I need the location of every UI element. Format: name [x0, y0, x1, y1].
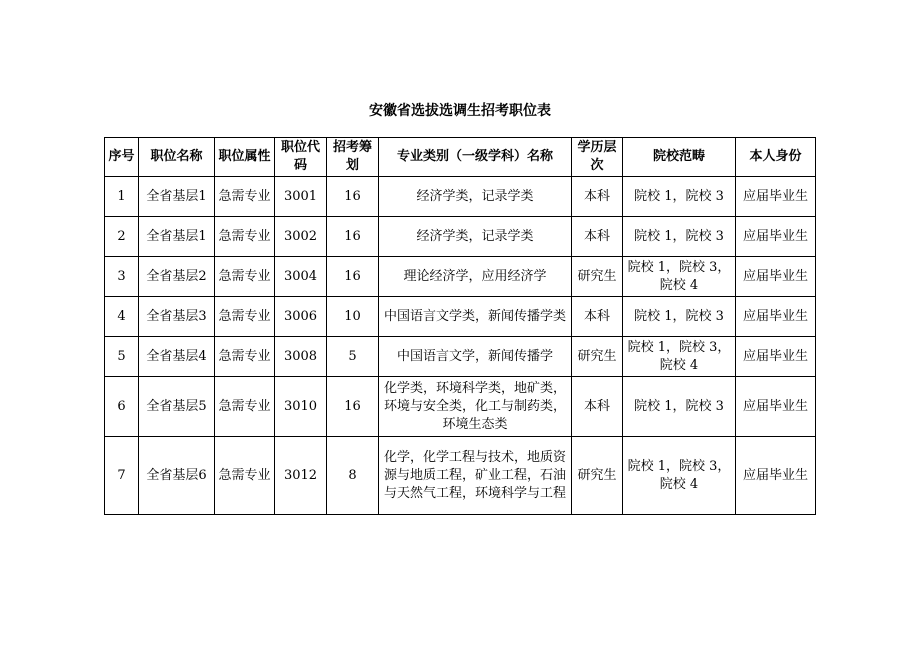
cell-education: 本科 — [572, 297, 623, 337]
cell-recruit-plan: 5 — [327, 337, 379, 377]
cell-position-attr: 急需专业 — [215, 437, 275, 515]
cell-position-name: 全省基层6 — [139, 437, 215, 515]
table-row — [105, 297, 816, 337]
cell-position-code: 3012 — [275, 437, 327, 515]
cell-school-scope: 院校 1，院校 3 — [623, 177, 736, 217]
cell-education: 研究生 — [572, 437, 623, 515]
cell-position-code: 3006 — [275, 297, 327, 337]
cell-seq: 3 — [105, 257, 139, 297]
header-major-category: 专业类别（一级学科）名称 — [379, 138, 572, 177]
table-row — [105, 177, 816, 217]
cell-education: 本科 — [572, 377, 623, 437]
header-position-code: 职位代码 — [275, 138, 327, 177]
cell-major-category: 化学，化学工程与技术，地质资源与地质工程，矿业工程，石油与天然气工程，环境科学与工程 — [379, 437, 572, 515]
cell-seq: 5 — [105, 337, 139, 377]
cell-recruit-plan: 16 — [327, 377, 379, 437]
cell-position-code: 3008 — [275, 337, 327, 377]
cell-major-category: 中国语言文学类，新闻传播学类 — [379, 297, 572, 337]
cell-identity: 应届毕业生 — [736, 297, 816, 337]
cell-position-name: 全省基层1 — [139, 177, 215, 217]
cell-identity: 应届毕业生 — [736, 217, 816, 257]
cell-school-scope: 院校 1，院校 3 — [623, 297, 736, 337]
cell-position-name: 全省基层5 — [139, 377, 215, 437]
cell-position-code: 3004 — [275, 257, 327, 297]
cell-identity: 应届毕业生 — [736, 437, 816, 515]
header-education: 学历层次 — [572, 138, 623, 177]
cell-identity: 应届毕业生 — [736, 337, 816, 377]
cell-position-attr: 急需专业 — [215, 297, 275, 337]
cell-school-scope: 院校 1，院校 3 — [623, 377, 736, 437]
cell-seq: 2 — [105, 217, 139, 257]
cell-education: 本科 — [572, 217, 623, 257]
cell-position-code: 3010 — [275, 377, 327, 437]
cell-school-scope: 院校 1，院校 3，院校 4 — [623, 437, 736, 515]
table-row — [105, 437, 816, 515]
cell-seq: 7 — [105, 437, 139, 515]
cell-recruit-plan: 10 — [327, 297, 379, 337]
header-recruit-plan: 招考筹划 — [327, 138, 379, 177]
header-position-attr: 职位属性 — [215, 138, 275, 177]
cell-position-attr: 急需专业 — [215, 217, 275, 257]
cell-education: 研究生 — [572, 337, 623, 377]
cell-recruit-plan: 16 — [327, 217, 379, 257]
cell-identity: 应届毕业生 — [736, 177, 816, 217]
table-row — [105, 257, 816, 297]
cell-position-name: 全省基层3 — [139, 297, 215, 337]
cell-seq: 1 — [105, 177, 139, 217]
cell-school-scope: 院校 1，院校 3，院校 4 — [623, 257, 736, 297]
cell-position-code: 3001 — [275, 177, 327, 217]
cell-seq: 4 — [105, 297, 139, 337]
cell-position-attr: 急需专业 — [215, 257, 275, 297]
cell-position-attr: 急需专业 — [215, 337, 275, 377]
cell-school-scope: 院校 1，院校 3 — [623, 217, 736, 257]
cell-position-name: 全省基层1 — [139, 217, 215, 257]
cell-major-category: 经济学类，记录学类 — [379, 217, 572, 257]
header-position-name: 职位名称 — [139, 138, 215, 177]
cell-education: 研究生 — [572, 257, 623, 297]
table-header-row — [105, 138, 816, 177]
cell-seq: 6 — [105, 377, 139, 437]
cell-major-category: 经济学类，记录学类 — [379, 177, 572, 217]
cell-recruit-plan: 16 — [327, 257, 379, 297]
cell-major-category: 化学类，环境科学类，地矿类，环境与安全类，化工与制药类，环境生态类 — [379, 377, 572, 437]
table-row — [105, 337, 816, 377]
cell-position-attr: 急需专业 — [215, 177, 275, 217]
cell-recruit-plan: 8 — [327, 437, 379, 515]
cell-identity: 应届毕业生 — [736, 377, 816, 437]
cell-position-code: 3002 — [275, 217, 327, 257]
positions-table — [104, 137, 816, 515]
cell-education: 本科 — [572, 177, 623, 217]
cell-major-category: 理论经济学，应用经济学 — [379, 257, 572, 297]
header-identity: 本人身份 — [736, 138, 816, 177]
header-school-scope: 院校范畴 — [623, 138, 736, 177]
header-seq: 序号 — [105, 138, 139, 177]
cell-recruit-plan: 16 — [327, 177, 379, 217]
cell-position-attr: 急需专业 — [215, 377, 275, 437]
table-row — [105, 377, 816, 437]
cell-position-name: 全省基层2 — [139, 257, 215, 297]
cell-school-scope: 院校 1，院校 3，院校 4 — [623, 337, 736, 377]
cell-identity: 应届毕业生 — [736, 257, 816, 297]
document-title: 安徽省选拔选调生招考职位表 — [369, 103, 551, 119]
cell-position-name: 全省基层4 — [139, 337, 215, 377]
table-row — [105, 217, 816, 257]
cell-major-category: 中国语言文学，新闻传播学 — [379, 337, 572, 377]
